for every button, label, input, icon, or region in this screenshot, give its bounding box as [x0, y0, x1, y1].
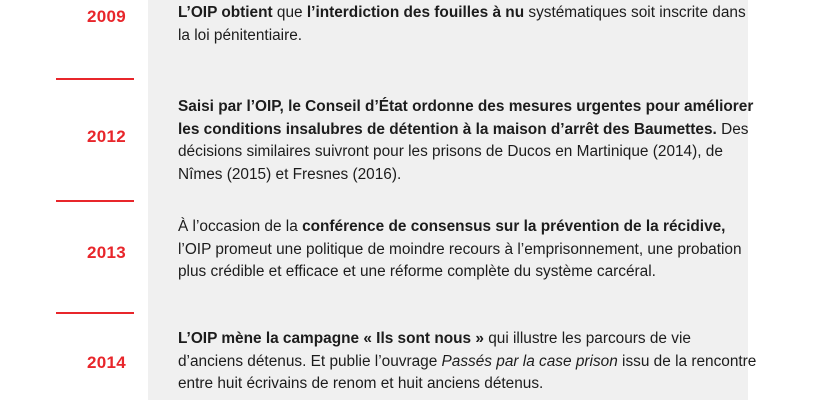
entry-text-2013	[148, 200, 820, 284]
timeline-entry-2013	[0, 200, 820, 312]
entry-rest-text: l’OIP promeut une politique de moindre recours à l’emprisonnement, une probation plus crédible et efficace et une réforme complète du système carcéral.	[178, 240, 742, 281]
entry-bold-middle: l’interdiction des fouilles à nu	[306, 4, 525, 21]
divider-rule	[56, 78, 134, 80]
timeline-entry-2012	[0, 78, 820, 200]
entry-rest-text: Des décisions similaires suivront pour les prisons de Ducos en Martinique (2014), de Nîmes (2015) et Fresnes (2016).	[178, 120, 749, 183]
entry-text-2012	[148, 78, 820, 187]
year-label: 2009	[86, 7, 126, 26]
entry-bold-text: conférence de consensus sur la prévention de la récidive,	[302, 218, 726, 235]
entry-bold-text: Saisi par l’OIP, le Conseil d’État ordonne des mesures urgentes pour améliorer les conditions insalubres de détention à la maison d’arrêt des Baumettes.	[178, 98, 754, 138]
year-column-2009	[0, 0, 148, 27]
year-label: 2012	[86, 127, 126, 146]
entry-tail-text: issu de la rencontre entre huit écrivains de renom et huit anciens détenus.	[178, 352, 757, 393]
entry-text-2014	[148, 312, 820, 396]
entry-regular-text: que	[276, 4, 307, 21]
year-column-2013	[0, 200, 148, 263]
year-label: 2014	[86, 353, 126, 372]
entry-bold-text: L’OIP mène la campagne « Ils sont nous »	[178, 330, 484, 347]
timeline-entry-2009	[0, 0, 820, 78]
entry-pre-text: À l’occasion de la	[178, 218, 303, 235]
entry-lead-bold: L’OIP obtient	[178, 4, 273, 21]
entry-rest-text: systématiques soit inscrite dans la loi pénitentiaire.	[178, 4, 746, 44]
year-column-2014	[0, 312, 148, 373]
divider-rule	[56, 312, 134, 314]
divider-rule	[56, 200, 134, 202]
year-label: 2013	[86, 243, 126, 262]
entry-italic-title: Passés par la case prison	[441, 352, 618, 370]
timeline-entry-2014	[0, 312, 820, 400]
entry-rest-text: qui illustre les parcours de vie d’anciens détenus. Et publie l’ouvrage	[178, 330, 691, 370]
year-column-2012	[0, 78, 148, 147]
entry-text-2009	[148, 0, 820, 47]
